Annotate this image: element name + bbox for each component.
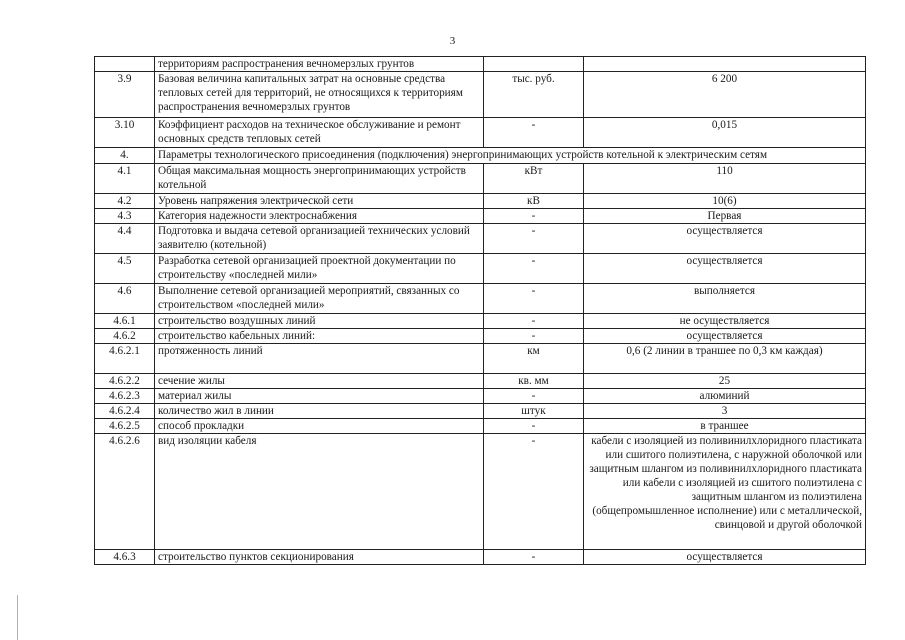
row-number: 4.3 (95, 209, 155, 224)
table-row (95, 118, 866, 148)
row-number: 4.6.2.1 (95, 344, 155, 374)
row-number: 4. (95, 148, 155, 164)
row-number: 3.9 (95, 72, 155, 118)
row-description: количество жил в линии (155, 404, 484, 419)
row-number: 4.6.2.2 (95, 374, 155, 389)
row-value: 10(6) (584, 194, 866, 209)
table-row (95, 419, 866, 434)
row-unit: - (484, 389, 584, 404)
row-value: 3 (584, 404, 866, 419)
row-value: кабели с изоляцией из поливинилхлоридного пластиката или сшитого полиэтилена, с наружной оболочкой или защитным шлангом из поливинилхлоридного пластиката или кабели с изоляцией из сшитого полиэтилена с защитным шлангом из полиэтилена (общепромышленное исполнение) или с металлической, свинцовой и другой оболочкой (584, 434, 866, 550)
row-number: 4.6.2.5 (95, 419, 155, 434)
row-unit: - (484, 434, 584, 550)
table-row (95, 404, 866, 419)
row-value: осуществляется (584, 550, 866, 565)
table-row (95, 314, 866, 329)
table-row (95, 254, 866, 284)
row-description: Общая максимальная мощность энергопринимающих устройств котельной (155, 164, 484, 194)
row-number: 4.6.2.3 (95, 389, 155, 404)
row-value: осуществляется (584, 224, 866, 254)
row-unit: км (484, 344, 584, 374)
row-unit (484, 57, 584, 72)
row-number: 3.10 (95, 118, 155, 148)
row-description: протяженность линий (155, 344, 484, 374)
row-unit: - (484, 284, 584, 314)
table-row (95, 164, 866, 194)
row-value: 0,015 (584, 118, 866, 148)
table-row (95, 284, 866, 314)
row-unit: - (484, 314, 584, 329)
row-description: строительство воздушных линий (155, 314, 484, 329)
row-value: 110 (584, 164, 866, 194)
row-value: осуществляется (584, 254, 866, 284)
row-number: 4.1 (95, 164, 155, 194)
row-description: территориям распространения вечномерзлых грунтов (155, 57, 484, 72)
row-description: способ прокладки (155, 419, 484, 434)
section-heading: Параметры технологического присоединения (подключения) энергопринимающих устройств котельной к электрическим сетям (155, 148, 866, 164)
row-value: Первая (584, 209, 866, 224)
row-description: Подготовка и выдача сетевой организацией технических условий заявителю (котельной) (155, 224, 484, 254)
row-number: 4.6 (95, 284, 155, 314)
row-unit: тыс. руб. (484, 72, 584, 118)
page-number: 3 (449, 35, 456, 47)
row-unit: - (484, 118, 584, 148)
row-number: 4.6.2 (95, 329, 155, 344)
row-unit: - (484, 209, 584, 224)
row-number: 4.6.2.4 (95, 404, 155, 419)
row-value: 6 200 (584, 72, 866, 118)
table-row (95, 194, 866, 209)
row-description: Категория надежности электроснабжения (155, 209, 484, 224)
table-row (95, 72, 866, 118)
row-description: Базовая величина капитальных затрат на основные средства тепловых сетей для территорий, не относящихся к территориям распространения вечномерзлых грунтов (155, 72, 484, 118)
table-row (95, 434, 866, 550)
row-value: не осуществляется (584, 314, 866, 329)
table-row (95, 550, 866, 565)
row-number: 4.4 (95, 224, 155, 254)
row-number (95, 57, 155, 72)
row-number: 4.5 (95, 254, 155, 284)
row-description: вид изоляции кабеля (155, 434, 484, 550)
row-number: 4.6.2.6 (95, 434, 155, 550)
row-value: 25 (584, 374, 866, 389)
row-value (584, 57, 866, 72)
row-description: Коэффициент расходов на техническое обслуживание и ремонт основных средств тепловых сетей (155, 118, 484, 148)
row-description: сечение жилы (155, 374, 484, 389)
row-value: выполняется (584, 284, 866, 314)
table-row (95, 344, 866, 374)
row-description: строительство кабельных линий: (155, 329, 484, 344)
table-row (95, 224, 866, 254)
row-unit: кВт (484, 164, 584, 194)
row-unit: - (484, 254, 584, 284)
row-description: Выполнение сетевой организацией мероприятий, связанных со строительством «последней мили» (155, 284, 484, 314)
parameters-table (94, 56, 866, 565)
table-row (95, 57, 866, 72)
row-description: Уровень напряжения электрической сети (155, 194, 484, 209)
table-body (95, 57, 866, 565)
table-row (95, 148, 866, 164)
margin-line (17, 595, 18, 640)
row-value: 0,6 (2 линии в траншее по 0,3 км каждая) (584, 344, 866, 374)
row-unit: - (484, 224, 584, 254)
row-description: Разработка сетевой организацией проектной документации по строительству «последней мили» (155, 254, 484, 284)
table-row (95, 374, 866, 389)
table-row (95, 329, 866, 344)
row-value: в траншее (584, 419, 866, 434)
row-number: 4.6.3 (95, 550, 155, 565)
row-number: 4.2 (95, 194, 155, 209)
table-row (95, 209, 866, 224)
table-row (95, 389, 866, 404)
row-value: алюминий (584, 389, 866, 404)
row-unit: кв. мм (484, 374, 584, 389)
row-unit: штук (484, 404, 584, 419)
row-unit: - (484, 329, 584, 344)
row-value: осуществляется (584, 329, 866, 344)
row-unit: - (484, 550, 584, 565)
row-description: материал жилы (155, 389, 484, 404)
row-description: строительство пунктов секционирования (155, 550, 484, 565)
row-unit: кВ (484, 194, 584, 209)
row-unit: - (484, 419, 584, 434)
row-number: 4.6.1 (95, 314, 155, 329)
